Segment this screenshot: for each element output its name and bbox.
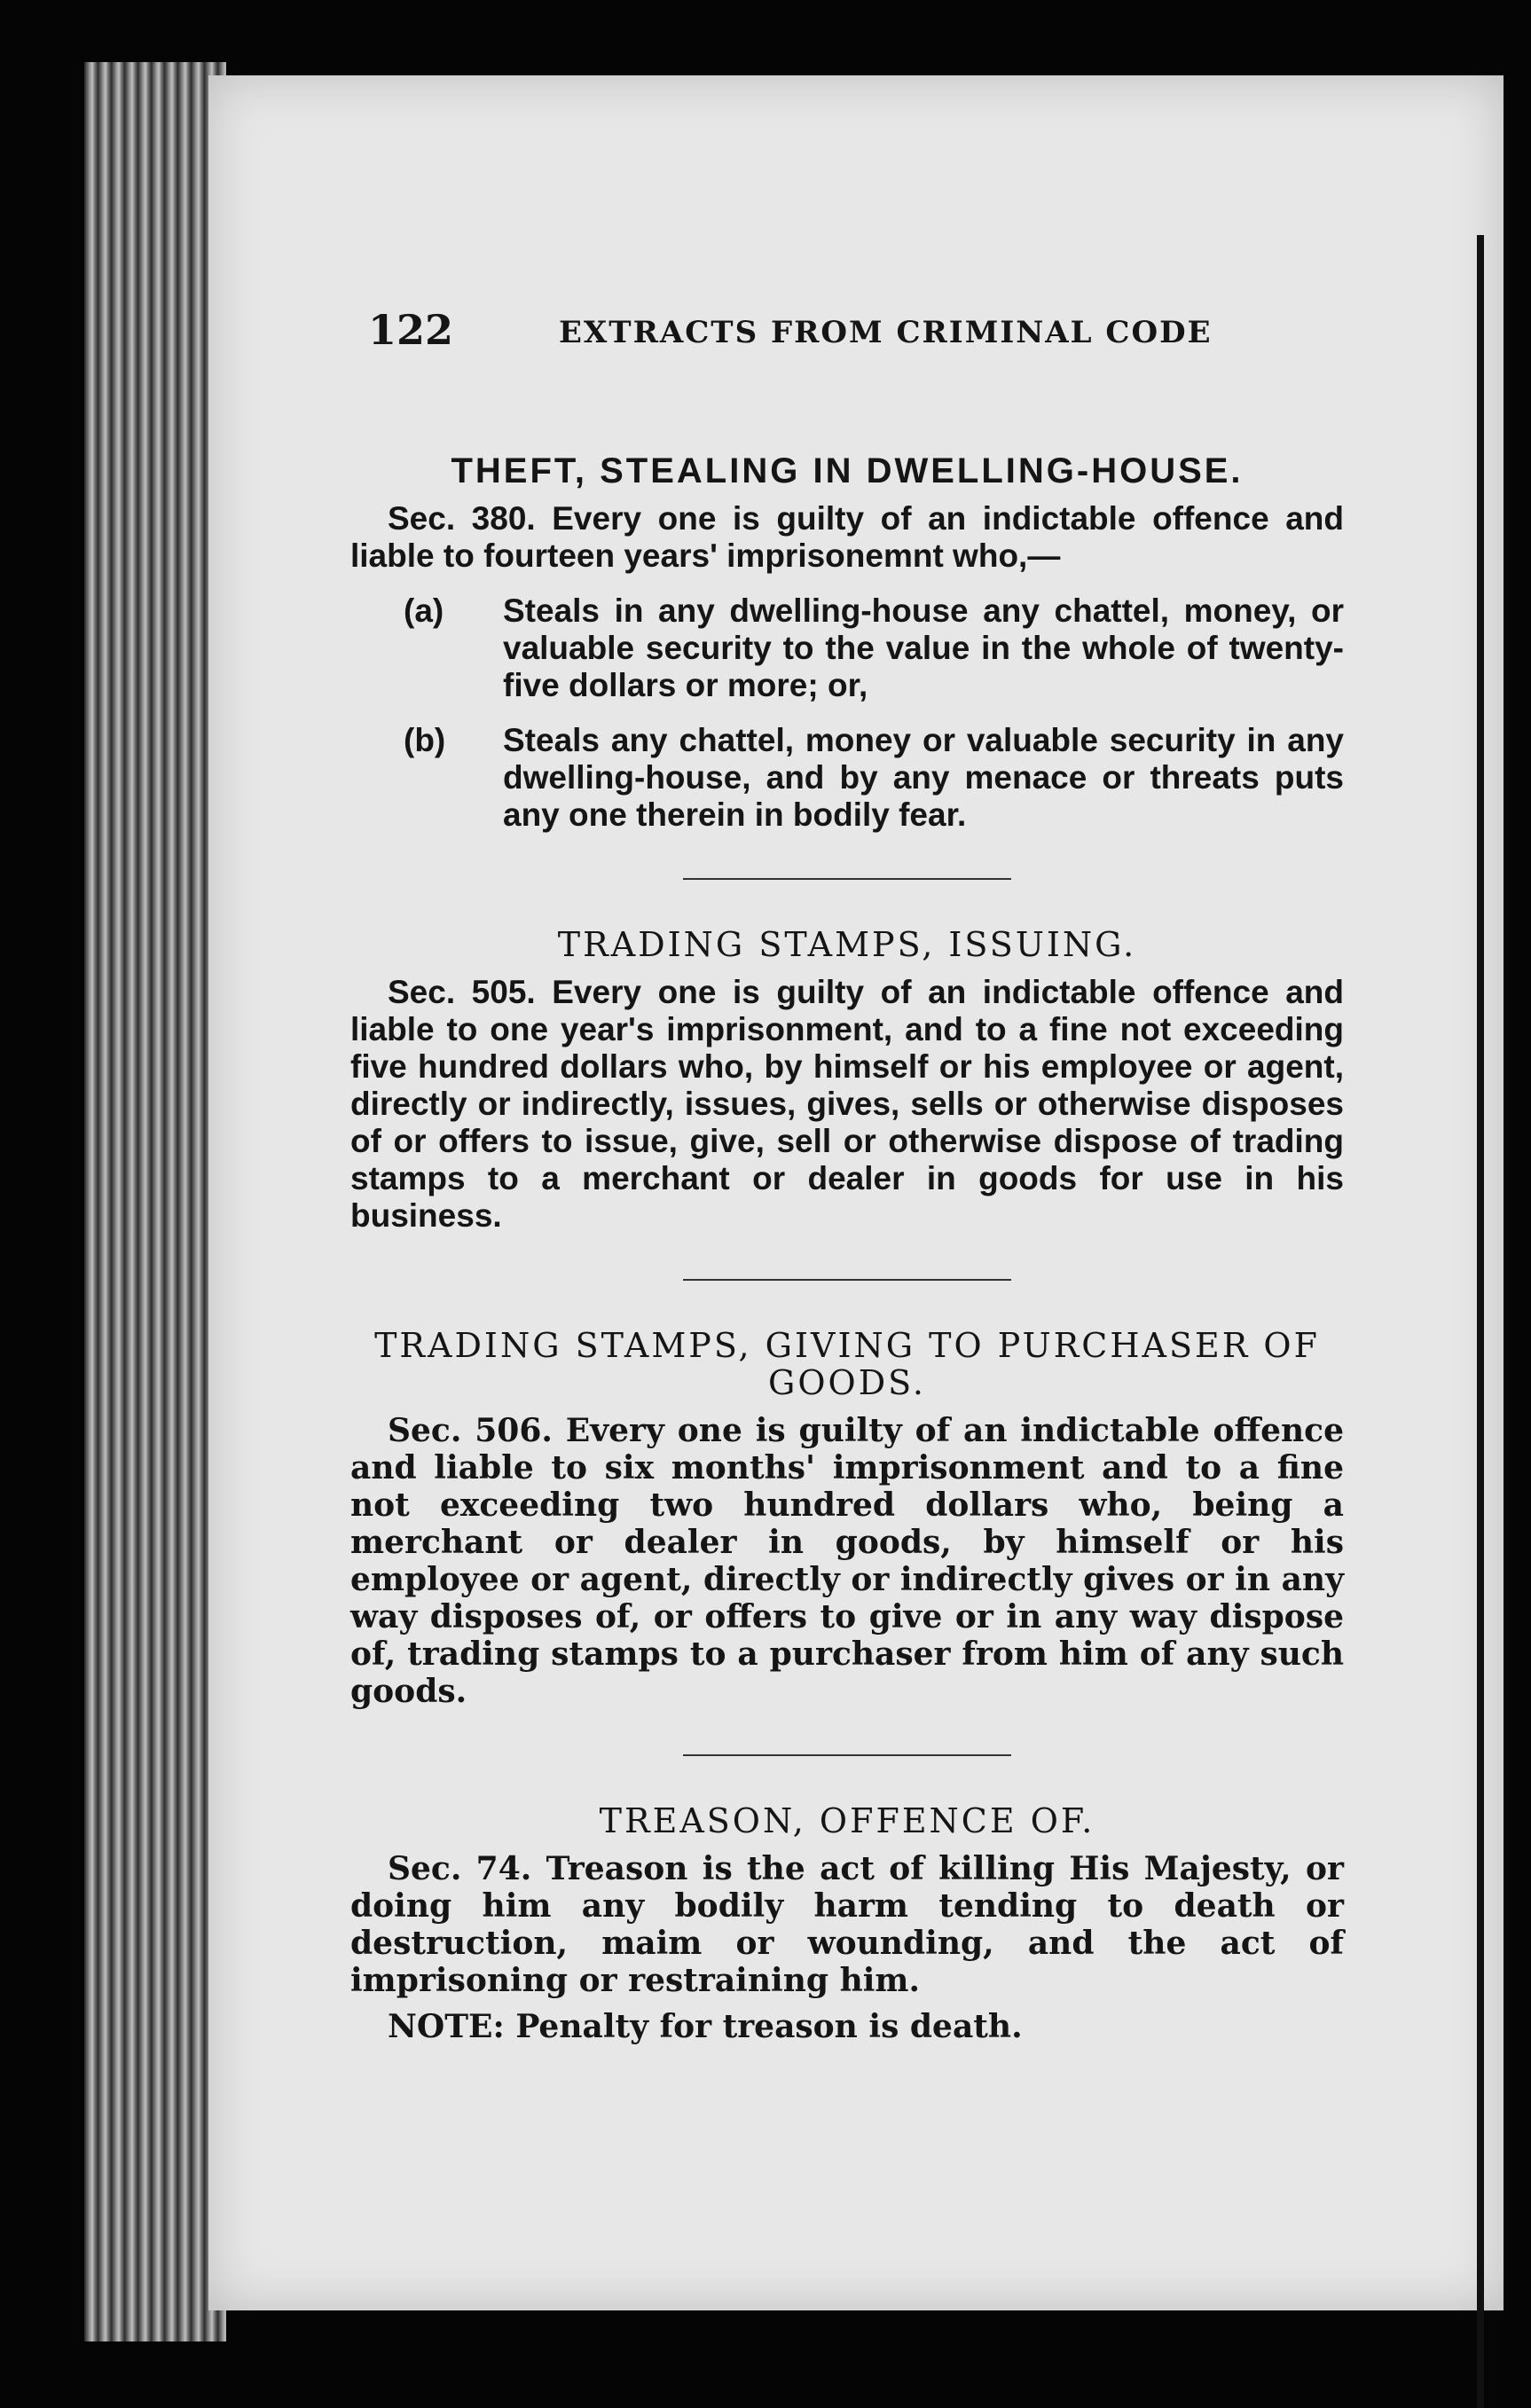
- section-divider: [683, 878, 1011, 880]
- section-theft: [350, 452, 1344, 834]
- page-number: 122: [368, 306, 454, 354]
- clause-a: [404, 592, 1344, 704]
- section-heading: TRADING STAMPS, ISSUING.: [557, 925, 1137, 964]
- clause-b: [404, 722, 1344, 834]
- section-text: Sec. 505. Every one is guilty of an indictable offence and liable to one year's imprisonment, and to a fine not exceeding five hundred dollars who, by himself or his employee or agent, directly or indirectly, issues, gives, sells or otherwise disposes of or offers to issue, give, sell or otherwise dispose of trading stamps to a merchant or dealer in goods for use in his business.: [350, 974, 1344, 1234]
- section-trading-stamps-giving: [350, 1327, 1344, 1710]
- book-spine: [84, 62, 226, 2341]
- page-edge-shadow: [1477, 235, 1484, 2408]
- section-text: Sec. 380. Every one is guilty of an indictable offence and liable to fourteen years' imprisonemnt who,—: [350, 500, 1344, 574]
- clause-text: Steals in any dwelling-house any chattel, money, or valuable security to the value in the whole of twenty-five dollars or more; or,: [503, 592, 1344, 703]
- section-divider: [683, 1279, 1011, 1281]
- penalty-note: NOTE: Penalty for treason is death.: [388, 2008, 1023, 2045]
- section-treason: [350, 1802, 1344, 2045]
- section-heading: TRADING STAMPS, GIVING TO PURCHASER OF GOODS.: [374, 1326, 1320, 1402]
- page-header: [368, 306, 1433, 368]
- running-title: EXTRACTS FROM CRIMINAL CODE: [559, 315, 1213, 350]
- section-heading: THEFT, STEALING IN DWELLING-HOUSE.: [451, 451, 1244, 490]
- section-trading-stamps-issuing: [350, 926, 1344, 1235]
- section-text: Sec. 506. Every one is guilty of an indictable offence and liable to six months' imprisonment and to a fine not exceeding two hundred dollars who, being a merchant or dealer in goods, by himself or his employee or agent, directly or indirectly gives or in any way disposes of, or offers to give or in any way dispose of, trading stamps to a purchaser from him of any such goods.: [350, 1412, 1344, 1710]
- clause-label: (a): [404, 592, 444, 629]
- clause-text: Steals any chattel, money or valuable security in any dwelling-house, and by any menace or threats puts any one therein in bodily fear.: [503, 722, 1344, 833]
- page-content: [350, 368, 1344, 2045]
- clause-label: (b): [404, 722, 446, 758]
- section-heading: TREASON, OFFENCE OF.: [599, 1801, 1095, 1840]
- section-divider: [683, 1754, 1011, 1756]
- book-page: [208, 75, 1504, 2310]
- section-text: Sec. 74. Treason is the act of killing His Majesty, or doing him any bodily harm tending to death or destruction, maim or wounding, and the act of imprisoning or restraining him.: [350, 1850, 1344, 1999]
